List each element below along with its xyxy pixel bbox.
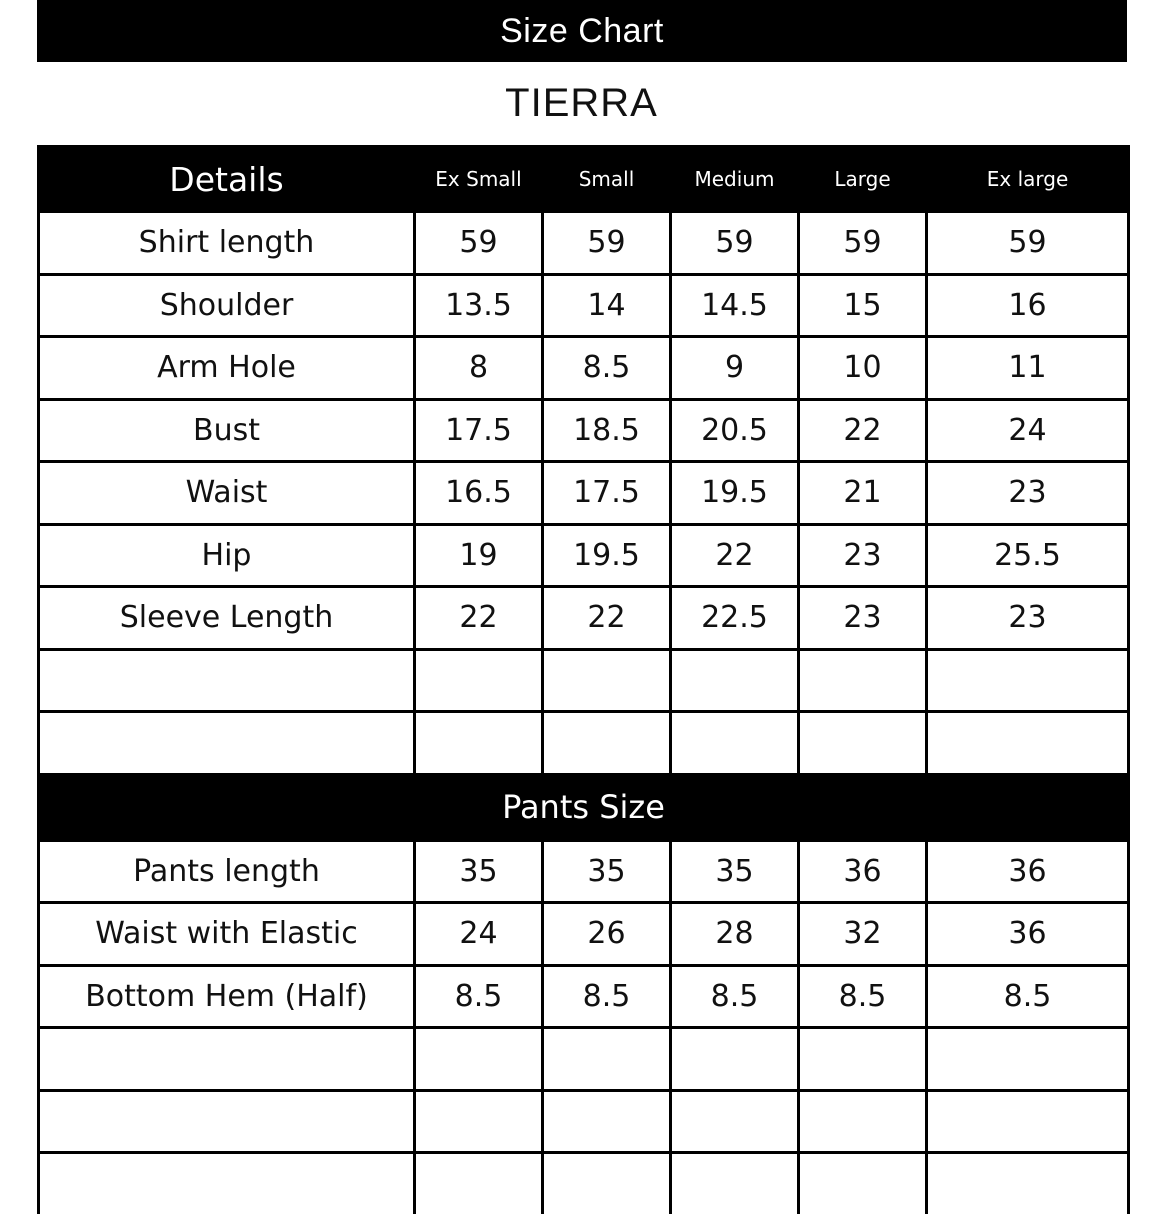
table-row-empty: [39, 1153, 1129, 1214]
cell-ex-small: [415, 1028, 543, 1091]
cell-large: [799, 1090, 927, 1153]
cell-ex-small: 16.5: [415, 462, 543, 525]
cell-large: 32: [799, 903, 927, 966]
column-header-medium: Medium: [671, 147, 799, 212]
table-row-empty: [39, 712, 1129, 775]
cell-large: 36: [799, 840, 927, 903]
row-label: [39, 712, 415, 775]
cell-small: 22: [543, 587, 671, 650]
table-header-row: [39, 147, 1129, 212]
row-label: Shirt length: [39, 212, 415, 275]
table-row-hip: [39, 524, 1129, 587]
table-row-waist-with-elastic: [39, 903, 1129, 966]
cell-ex-large: [927, 1090, 1129, 1153]
cell-medium: 9: [671, 337, 799, 400]
cell-medium: 22: [671, 524, 799, 587]
cell-ex-small: [415, 649, 543, 712]
cell-ex-small: 22: [415, 587, 543, 650]
row-label: Shoulder: [39, 274, 415, 337]
table-row-shirt-length: [39, 212, 1129, 275]
cell-ex-small: [415, 1090, 543, 1153]
cell-small: [543, 1090, 671, 1153]
cell-large: [799, 1153, 927, 1214]
cell-large: 8.5: [799, 965, 927, 1028]
cell-large: 23: [799, 524, 927, 587]
cell-medium: 22.5: [671, 587, 799, 650]
cell-ex-large: 23: [927, 587, 1129, 650]
cell-large: 23: [799, 587, 927, 650]
cell-ex-large: 24: [927, 399, 1129, 462]
cell-medium: [671, 1028, 799, 1091]
size-chart-title: Size Chart: [500, 11, 664, 50]
row-label: Pants length: [39, 840, 415, 903]
table-row-waist: [39, 462, 1129, 525]
table-row-bust: [39, 399, 1129, 462]
cell-large: 15: [799, 274, 927, 337]
cell-ex-large: 8.5: [927, 965, 1129, 1028]
shirt-section: [39, 212, 1129, 775]
cell-medium: 19.5: [671, 462, 799, 525]
cell-small: 19.5: [543, 524, 671, 587]
row-label: [39, 1090, 415, 1153]
cell-medium: 20.5: [671, 399, 799, 462]
cell-ex-small: [415, 712, 543, 775]
cell-ex-large: 11: [927, 337, 1129, 400]
cell-ex-small: 8.5: [415, 965, 543, 1028]
table-row-arm-hole: [39, 337, 1129, 400]
cell-small: 35: [543, 840, 671, 903]
row-label: [39, 649, 415, 712]
cell-ex-large: 36: [927, 840, 1129, 903]
cell-ex-large: [927, 1028, 1129, 1091]
column-header-ex-large: Ex large: [927, 147, 1129, 212]
cell-medium: [671, 649, 799, 712]
cell-small: 8.5: [543, 965, 671, 1028]
cell-small: 26: [543, 903, 671, 966]
cell-small: [543, 649, 671, 712]
row-label: Waist: [39, 462, 415, 525]
table-row-empty: [39, 1028, 1129, 1091]
row-label: Arm Hole: [39, 337, 415, 400]
cell-large: [799, 1028, 927, 1091]
cell-medium: 59: [671, 212, 799, 275]
cell-medium: [671, 1153, 799, 1214]
cell-medium: 8.5: [671, 965, 799, 1028]
cell-ex-small: 35: [415, 840, 543, 903]
table-row-sleeve-length: [39, 587, 1129, 650]
table-row-empty: [39, 1090, 1129, 1153]
cell-small: 8.5: [543, 337, 671, 400]
cell-ex-small: 13.5: [415, 274, 543, 337]
row-label: Bust: [39, 399, 415, 462]
table-row-pants-length: [39, 840, 1129, 903]
cell-small: [543, 712, 671, 775]
row-label: Hip: [39, 524, 415, 587]
table-row-bottom-hem: [39, 965, 1129, 1028]
cell-medium: 35: [671, 840, 799, 903]
cell-ex-small: 59: [415, 212, 543, 275]
row-label: Bottom Hem (Half): [39, 965, 415, 1028]
cell-ex-large: [927, 1153, 1129, 1214]
cell-ex-large: 23: [927, 462, 1129, 525]
cell-large: 10: [799, 337, 927, 400]
table-row-shoulder: [39, 274, 1129, 337]
cell-ex-small: 8: [415, 337, 543, 400]
cell-ex-large: 36: [927, 903, 1129, 966]
pants-size-title: Pants Size: [39, 774, 1129, 840]
table-row-empty: [39, 649, 1129, 712]
cell-medium: [671, 712, 799, 775]
cell-ex-small: 19: [415, 524, 543, 587]
cell-large: 21: [799, 462, 927, 525]
cell-ex-large: 59: [927, 212, 1129, 275]
cell-large: [799, 712, 927, 775]
row-label: Waist with Elastic: [39, 903, 415, 966]
cell-small: [543, 1028, 671, 1091]
cell-ex-large: 25.5: [927, 524, 1129, 587]
cell-ex-small: 24: [415, 903, 543, 966]
cell-small: 18.5: [543, 399, 671, 462]
size-chart-title-bar: [37, 0, 1127, 62]
cell-ex-small: 17.5: [415, 399, 543, 462]
pants-size-header-row: [39, 774, 1129, 840]
pants-section: [39, 774, 1129, 1214]
column-header-large: Large: [799, 147, 927, 212]
cell-ex-large: 16: [927, 274, 1129, 337]
brand-name: TIERRA: [505, 80, 658, 125]
cell-ex-large: [927, 712, 1129, 775]
column-header-ex-small: Ex Small: [415, 147, 543, 212]
row-label: [39, 1153, 415, 1214]
column-header-small: Small: [543, 147, 671, 212]
cell-large: [799, 649, 927, 712]
cell-ex-small: [415, 1153, 543, 1214]
size-chart-table: [37, 145, 1130, 1214]
cell-medium: 14.5: [671, 274, 799, 337]
row-label: Sleeve Length: [39, 587, 415, 650]
cell-small: 17.5: [543, 462, 671, 525]
row-label: [39, 1028, 415, 1091]
cell-medium: [671, 1090, 799, 1153]
cell-small: [543, 1153, 671, 1214]
cell-large: 22: [799, 399, 927, 462]
cell-large: 59: [799, 212, 927, 275]
cell-small: 14: [543, 274, 671, 337]
column-header-details: Details: [39, 147, 415, 212]
cell-ex-large: [927, 649, 1129, 712]
cell-medium: 28: [671, 903, 799, 966]
cell-small: 59: [543, 212, 671, 275]
